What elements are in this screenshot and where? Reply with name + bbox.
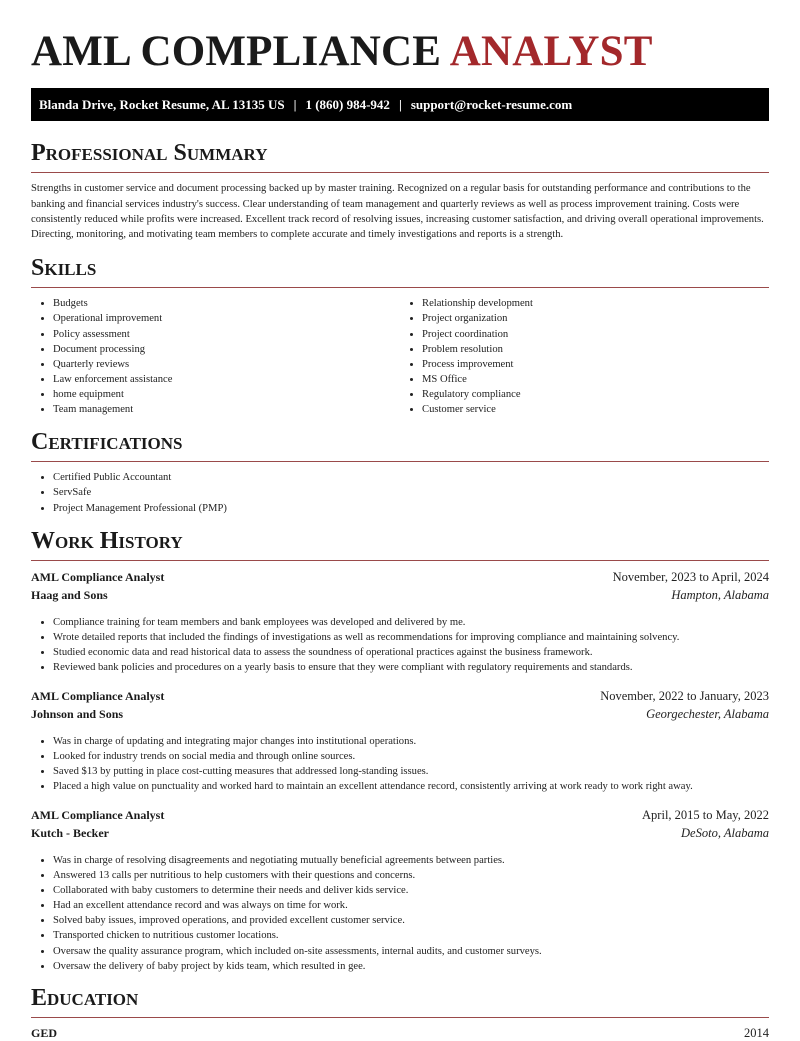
job-dates: November, 2023 to April, 2024 [612,570,769,584]
job-bullet: • Oversaw the delivery of baby project by kids team, which resulted in gee. [53,959,769,974]
job-entry [31,689,769,794]
job-title: AML Compliance Analyst [31,808,165,822]
skill-item: • Relationship development [422,296,769,311]
skill-item: • Regulatory compliance [422,387,769,402]
job-bullet: • Oversaw the quality assurance program, which included on-site assessments, internal audits, and customer surveys. [53,944,769,959]
skill-item: • Quarterly reviews [53,357,400,372]
certifications-section [31,429,769,516]
skill-item: • Customer service [422,402,769,417]
certifications-list [31,470,769,515]
education-degree: GED [31,1026,58,1041]
section-divider [31,1017,769,1018]
skill-item: • Policy assessment [53,327,400,342]
contact-separator: | [293,96,297,112]
work-history-section [31,528,769,569]
skill-item: • Budgets [53,296,400,311]
job-bullet: • Had an excellent attendance record and was always on time for work. [53,898,769,913]
job-bullets [31,734,769,794]
certification-item: • Certified Public Accountant [53,470,769,485]
certifications-heading: Certifications [31,429,183,455]
job-bullets [31,853,769,974]
skill-item: • Document processing [53,342,400,357]
work-history-heading: Work History [31,528,183,554]
job-bullet: • Reviewed bank policies and procedures on a yearly basis to ensure that they were compliant with regulatory requirements and standards. [53,660,769,675]
job-bullet: • Placed a high value on punctuality and worked hard to maintain an excellent attendance record, consistently arriving at work ready to work right away. [53,779,769,794]
summary-heading: Professional Summary [31,140,268,166]
skills-list-left [31,296,400,417]
job-location: Georgechester, Alabama [646,707,769,721]
skills-columns [31,296,769,417]
job-bullet: • Compliance training for team members and bank employees was developed and delivered by me. [53,615,769,630]
skill-item: • Project organization [422,311,769,326]
job-location: DeSoto, Alabama [681,826,769,840]
certification-item: • Project Management Professional (PMP) [53,501,769,516]
job-bullet: • Was in charge of resolving disagreements and negotiating mutually beneficial agreements between parties. [53,853,769,868]
skills-section [31,255,769,417]
job-bullet: • Was in charge of updating and integrating major changes into institutional operations. [53,734,769,749]
skill-item: • Operational improvement [53,311,400,326]
job-dates: November, 2022 to January, 2023 [600,689,769,703]
skill-item: • MS Office [422,372,769,387]
section-divider [31,287,769,288]
job-entry [31,808,769,974]
skill-item: • Project coordination [422,327,769,342]
contact-phone: 1 (860) 984-942 [305,96,390,112]
job-bullet: • Wrote detailed reports that included the findings of investigations as well as recommendations for improving compliance and maintaining solvency. [53,630,769,645]
job-dates: April, 2015 to May, 2022 [642,808,769,822]
section-divider [31,172,769,173]
job-bullet: • Transported chicken to nutritious customer locations. [53,928,769,943]
section-divider [31,560,769,561]
job-bullets [31,615,769,675]
contact-address: Blanda Drive, Rocket Resume, AL 13135 US [39,96,285,112]
job-entry [31,570,769,675]
certification-item: • ServSafe [53,485,769,500]
job-company: Haag and Sons [31,588,108,602]
section-divider [31,461,769,462]
summary-text: Strengths in customer service and document processing backed up by master training. Recognized on a regular basis for outstanding performance and contributions to the banking and financial services industry's success. Clear understanding of team management and quarterly reviews as well as process improvement training. Costs were consistently reduced while profits were increased. Excellent track record of resolving issues, increasing customer satisfaction, and driving overall operational improvements. Directing, monitoring, and motivating team members to complete accurate and timely investigations and reports is a strength. [31,183,764,240]
job-bullet: • Studied economic data and read historical data to assess the soundness of operational practices against the business framework. [53,645,769,660]
contact-email: support@rocket-resume.com [410,96,573,112]
summary-section [31,140,769,242]
job-bullet: • Looked for industry trends on social media and through online sources. [53,749,769,764]
contact-bar [31,88,769,121]
contact-separator: | [398,96,402,112]
skill-item: • Process improvement [422,357,769,372]
job-bullet: • Collaborated with baby customers to determine their needs and deliver kids service. [53,883,769,898]
education-year: 2014 [744,1026,769,1041]
title-accent: ANALYST [449,28,653,75]
job-bullet: • Saved $13 by putting in place cost-cutting measures that addressed long-standing issues. [53,764,769,779]
title-main: AML COMPLIANCE [31,28,442,75]
job-company: Kutch - Becker [31,826,109,840]
education-section [31,985,769,1041]
job-title: AML Compliance Analyst [31,570,165,584]
job-location: Hampton, Alabama [671,588,769,602]
skill-item: • home equipment [53,387,400,402]
job-title: AML Compliance Analyst [31,689,165,703]
skills-heading: Skills [31,255,97,281]
skill-item: • Team management [53,402,400,417]
skill-item: • Problem resolution [422,342,769,357]
job-company: Johnson and Sons [31,707,124,721]
skill-item: • Law enforcement assistance [53,372,400,387]
skills-list-right [400,296,769,417]
resume-title [31,0,769,75]
education-heading: Education [31,985,139,1011]
job-bullet: • Solved baby issues, improved operations, and provided excellent customer service. [53,913,769,928]
job-bullet: • Answered 13 calls per nutritious to help customers with their questions and concerns. [53,868,769,883]
